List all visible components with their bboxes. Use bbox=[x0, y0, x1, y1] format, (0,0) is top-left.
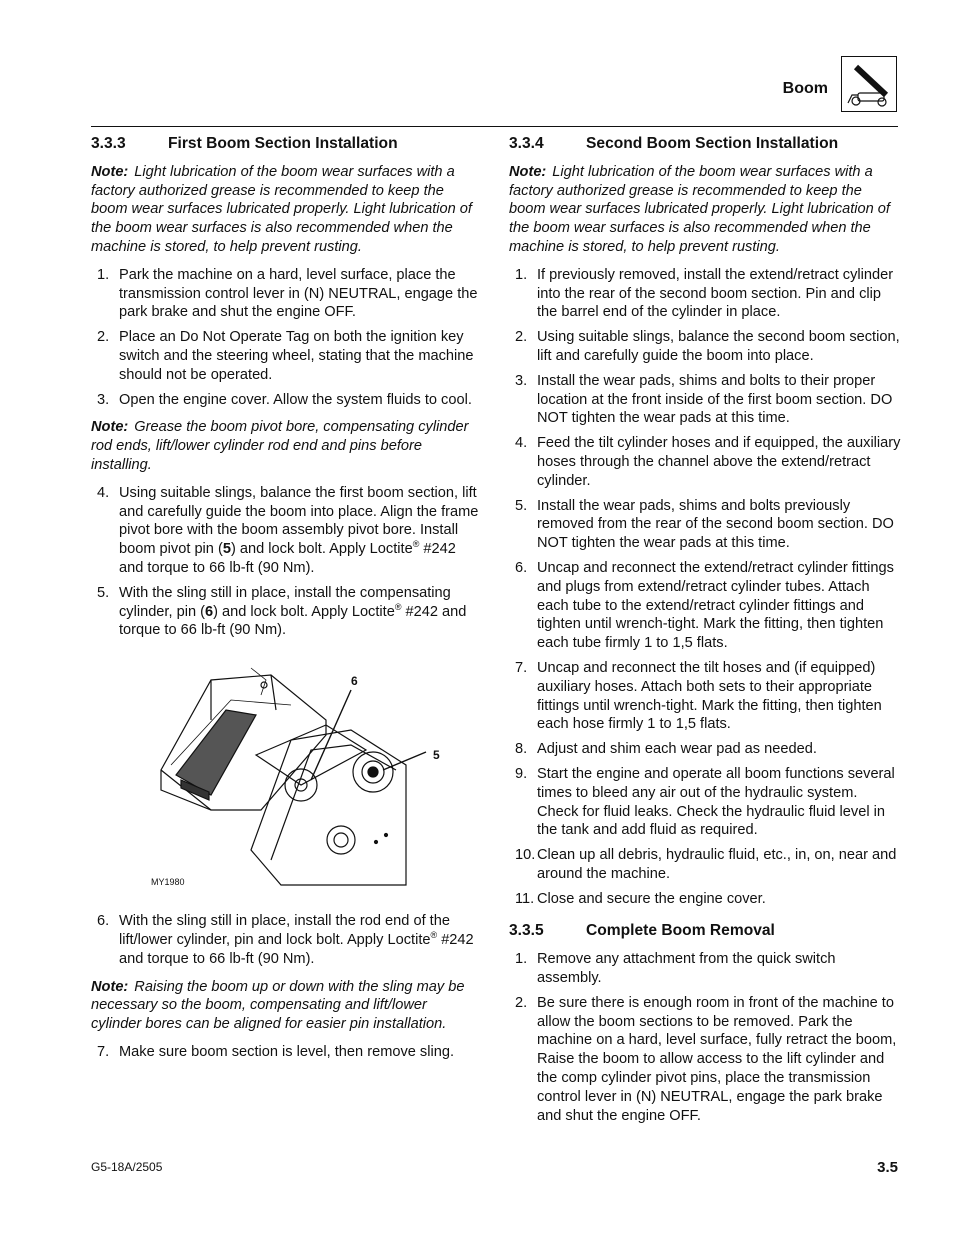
note-text: Grease the boom pivot bore, compensating cylinder rod ends, lift/lower cylinder rod end and pins before installing. bbox=[91, 419, 469, 473]
section-heading-3-3-5 bbox=[509, 922, 901, 941]
step-number: 1. bbox=[97, 266, 110, 283]
section-heading-3-3-4 bbox=[509, 135, 901, 154]
list-item bbox=[509, 890, 901, 909]
section-title: Second Boom Section Installation bbox=[586, 135, 839, 152]
list-item bbox=[91, 391, 481, 410]
boom-pivot-illustration bbox=[151, 660, 471, 900]
note-text: Raising the boom up or down with the sling may be necessary so the boom, compensating and lift/lower cylinder bores can be aligned for easier pin installation. bbox=[91, 978, 465, 1033]
step-number: 6. bbox=[515, 559, 528, 576]
step-text: Be sure there is enough room in front of the machine to allow the boom sections to be removed. Park the machine on a hard, level surface, fully retract the boom, Raise the boom to allow access to the lift cylinder and the comp cylinder pivot pins, place the transmission control lever in (N) NEUTRAL, engage the park brake and shut the engine OFF. bbox=[537, 994, 897, 1124]
list-item bbox=[91, 266, 481, 322]
steps-1-3 bbox=[91, 266, 481, 410]
step-text: Open the engine cover. Allow the system fluids to cool. bbox=[119, 391, 472, 408]
step-number: 4. bbox=[515, 435, 528, 452]
step-number: 4. bbox=[97, 484, 110, 501]
step-text: If previously removed, install the extend/retract cylinder into the rear of the second boom section. Pin and clip the barrel end of the cylinder in place. bbox=[537, 266, 894, 321]
step-number: 5. bbox=[97, 584, 110, 601]
step-text: Using suitable slings, balance the first boom section, lift and carefully guide the boom into place. Align the frame pivot bore with the boom assembly pivot bore. Install boom pivot pin (5) and lock bolt. Apply Loctite® #242 and torque to 66 lb-ft (90 Nm). bbox=[119, 484, 479, 576]
section-number: 3.3.5 bbox=[509, 922, 544, 940]
note-sling bbox=[91, 978, 481, 1034]
step-text: Feed the tilt cylinder hoses and if equipped, the auxiliary hoses through the channel above the extend/retract cylinder. bbox=[537, 435, 901, 489]
list-item bbox=[91, 584, 481, 640]
note-lubrication bbox=[509, 163, 901, 257]
document-number: G5-18A/2505 bbox=[91, 1160, 163, 1174]
step-7 bbox=[91, 1043, 481, 1062]
step-text: Close and secure the engine cover. bbox=[537, 890, 766, 907]
section-number: 3.3.3 bbox=[91, 135, 126, 152]
list-item bbox=[509, 950, 901, 988]
boom-drawing bbox=[151, 660, 471, 900]
step-number: 1. bbox=[515, 951, 528, 968]
step-number: 10. bbox=[515, 847, 536, 864]
list-item bbox=[509, 328, 901, 366]
list-item bbox=[91, 328, 481, 384]
step-text: With the sling still in place, install the compensating cylinder, pin (6) and lock bolt. Apply Loctite® #242 and torque to 66 lb-ft (90 Nm). bbox=[119, 584, 467, 639]
list-item bbox=[509, 846, 901, 884]
page-number: 3.5 bbox=[877, 1159, 898, 1176]
right-column bbox=[509, 135, 901, 1134]
list-item bbox=[509, 372, 901, 428]
figure-code: MY1980 bbox=[151, 877, 185, 888]
list-item bbox=[509, 559, 901, 653]
step-text: Place an Do Not Operate Tag on both the ignition key switch and the steering wheel, stating that the machine should not be operated. bbox=[119, 329, 474, 383]
step-text: Make sure boom section is level, then remove sling. bbox=[119, 1043, 455, 1060]
note-lubrication bbox=[91, 163, 481, 257]
list-item bbox=[91, 912, 481, 968]
list-item bbox=[509, 497, 901, 553]
callout-5: 5 bbox=[433, 748, 440, 763]
left-column bbox=[91, 135, 481, 1071]
registered-mark: ® bbox=[430, 930, 438, 941]
note-text: Light lubrication of the boom wear surfaces with a factory authorized grease is recommended to keep the boom wear surfaces lubricated properly. Light lubrication of the boom wear surfaces is also recommended when the machine is stored, to help prevent rusting. bbox=[91, 163, 472, 255]
registered-mark: ® bbox=[394, 601, 402, 612]
step-number: 2. bbox=[515, 329, 528, 346]
step-text: Clean up all debris, hydraulic fluid, etc., in, on, near and around the machine. bbox=[537, 847, 897, 882]
header-rule bbox=[91, 126, 898, 127]
step-number: 6. bbox=[97, 913, 110, 930]
step-text: Install the wear pads, shims and bolts to their proper location at the front inside of the first boom section. DO NOT tighten the wear pads at this time. bbox=[537, 372, 893, 427]
step-text: Remove any attachment from the quick switch assembly. bbox=[537, 951, 836, 987]
note-grease bbox=[91, 418, 481, 474]
list-item bbox=[509, 434, 901, 490]
note-label: Note: bbox=[91, 419, 129, 436]
list-item bbox=[509, 266, 901, 322]
telehandler-icon bbox=[841, 56, 897, 112]
step-text: With the sling still in place, install the rod end of the lift/lower cylinder, pin and lock bolt. Apply Loctite® #242 and torque to 66 lb-ft (90 Nm). bbox=[119, 913, 474, 967]
step-6 bbox=[91, 912, 481, 968]
list-item bbox=[509, 765, 901, 840]
list-item bbox=[91, 1043, 481, 1062]
step-number: 2. bbox=[97, 329, 110, 346]
section-number: 3.3.4 bbox=[509, 135, 544, 152]
step-text: Uncap and reconnect the extend/retract cylinder fittings and plugs from extend/retract cylinder tubes. Attach each tube to the extend/retract cylinder fittings and tighten until wrench-tight. Mark the fitting, then tighten each tube firmly 1 to 1,5 flats. bbox=[537, 559, 894, 652]
section-heading-3-3-3 bbox=[91, 135, 481, 154]
step-text: Adjust and shim each wear pad as needed. bbox=[537, 741, 817, 758]
step-text: Install the wear pads, shims and bolts previously removed from the rear of the second boom section. DO NOT tighten the wear pads at this time. bbox=[537, 497, 894, 552]
step-number: 3. bbox=[515, 372, 528, 389]
step-number: 3. bbox=[97, 391, 110, 408]
step-text: Park the machine on a hard, level surface, place the transmission control lever in (N) NEUTRAL, engage the park brake and shut the engine OFF. bbox=[119, 266, 478, 321]
step-number: 1. bbox=[515, 266, 528, 283]
steps-4-5 bbox=[91, 484, 481, 640]
step-number: 9. bbox=[515, 765, 528, 782]
step-number: 11. bbox=[515, 890, 535, 907]
list-item bbox=[91, 484, 481, 578]
section-title: Complete Boom Removal bbox=[586, 922, 775, 940]
chapter-title: Boom bbox=[782, 80, 828, 97]
list-item bbox=[509, 659, 901, 734]
section-title: First Boom Section Installation bbox=[168, 135, 398, 152]
step-number: 2. bbox=[515, 994, 528, 1011]
step-number: 8. bbox=[515, 741, 528, 758]
note-label: Note: bbox=[91, 163, 129, 180]
list-item bbox=[509, 994, 901, 1126]
step-number: 7. bbox=[515, 659, 528, 676]
step-number: 5. bbox=[515, 497, 528, 514]
step-text: Using suitable slings, balance the second boom section, lift and carefully guide the boom into place. bbox=[537, 329, 900, 364]
registered-mark: ® bbox=[412, 539, 420, 550]
note-label: Note: bbox=[91, 978, 129, 995]
step-text: Start the engine and operate all boom functions several times to bleed any air out of the hydraulic system. Check for fluid leaks. Check the hydraulic fluid level in the tank and add fluid as required. bbox=[537, 765, 895, 839]
step-number: 7. bbox=[97, 1043, 110, 1060]
list-item bbox=[509, 740, 901, 759]
callout-6: 6 bbox=[351, 674, 358, 689]
steps-second-boom bbox=[509, 266, 901, 909]
step-text: Uncap and reconnect the tilt hoses and (if equipped) auxiliary hoses. Attach both sets to their appropriate fittings until wrench-tight. Mark the fitting, then tighten each hose firmly 1 to 1,5 flats. bbox=[537, 659, 882, 733]
note-text: Light lubrication of the boom wear surfaces with a factory authorized grease is recommended to keep the boom wear surfaces lubricated properly. Light lubrication of the boom wear surfaces is also recommended when the machine is stored, to help prevent rusting. bbox=[509, 163, 890, 255]
steps-boom-removal bbox=[509, 950, 901, 1125]
note-label: Note: bbox=[509, 163, 547, 180]
